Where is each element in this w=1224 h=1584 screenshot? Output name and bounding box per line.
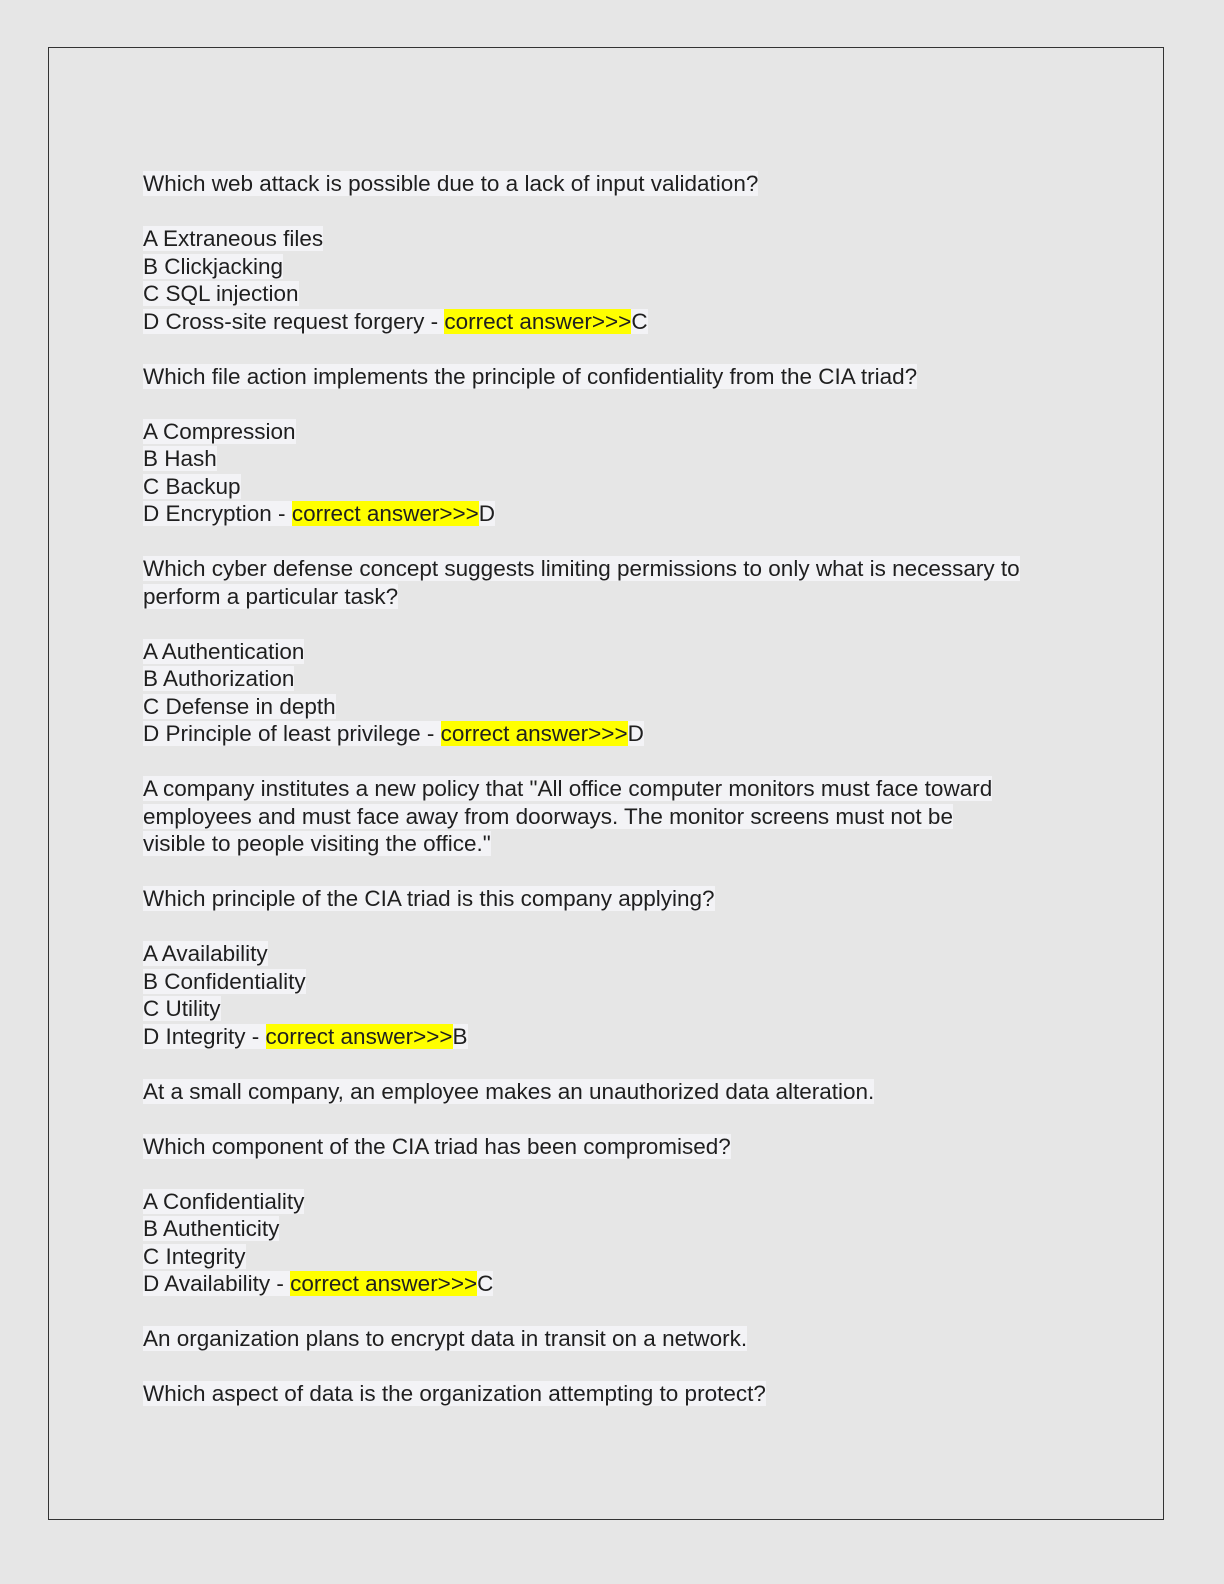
question-stem [143, 170, 1083, 198]
option-b: B Authorization [143, 666, 295, 691]
option-c: C Utility [143, 996, 221, 1021]
option-c: C Defense in depth [143, 693, 336, 719]
correct-answer-label: correct answer>>> [290, 1271, 478, 1296]
option-b: B Confidentiality [143, 968, 306, 994]
option-d: D Principle of least privilege - [143, 721, 441, 746]
correct-answer-label: correct answer>>> [440, 721, 628, 746]
document-body [143, 170, 1083, 1435]
context-text: An organization plans to encrypt data in transit on a network. [143, 1326, 748, 1351]
question-text: Which cyber defense concept suggests limiting permissions to only what is necessary to [143, 556, 1020, 581]
option-a: A Authentication [143, 638, 305, 664]
question-text: Which web attack is possible due to a lack of input validation? [143, 171, 759, 196]
question-text: perform a particular task? [143, 583, 399, 609]
question-text: Which component of the CIA triad has been compromised? [143, 1133, 731, 1159]
question-text: Which file action implements the principle of confidentiality from the CIA triad? [143, 363, 918, 389]
correct-answer-letter: C [631, 308, 648, 334]
option-c: C SQL injection [143, 281, 299, 306]
question-text: Which aspect of data is the organization attempting to protect? [143, 1381, 766, 1406]
correct-answer-letter: D [478, 501, 496, 526]
question-stem [143, 555, 1083, 610]
answer-options [143, 418, 1083, 528]
option-b: B Hash [143, 446, 217, 471]
option-b: B Authenticity [143, 1216, 280, 1241]
question-context [143, 775, 1083, 858]
question-stem [143, 885, 1083, 913]
option-b: B Clickjacking [143, 253, 284, 279]
option-a: A Availability [143, 941, 268, 966]
question-context [143, 1325, 1083, 1353]
context-text: A company institutes a new policy that "All office computer monitors must face toward [143, 776, 993, 801]
correct-answer-label: correct answer>>> [444, 308, 632, 334]
answer-options [143, 1188, 1083, 1298]
option-d: D Integrity - [143, 1023, 266, 1049]
answer-options [143, 638, 1083, 748]
option-a: A Confidentiality [143, 1188, 305, 1214]
answer-options [143, 940, 1083, 1050]
option-a: A Extraneous files [143, 226, 324, 251]
question-stem [143, 1380, 1083, 1408]
correct-answer-label: correct answer>>> [265, 1023, 453, 1049]
option-d: D Encryption - [143, 501, 292, 526]
correct-answer-letter: D [627, 721, 644, 746]
correct-answer-letter: B [452, 1023, 468, 1049]
option-d: D Availability - [143, 1271, 291, 1296]
option-c: C Backup [143, 473, 241, 499]
question-text: Which principle of the CIA triad is this company applying? [143, 886, 715, 911]
option-c: C Integrity [143, 1243, 246, 1269]
option-a: A Compression [143, 418, 296, 444]
question-stem [143, 363, 1083, 391]
context-text: At a small company, an employee makes an unauthorized data alteration. [143, 1078, 875, 1104]
option-d: D Cross-site request forgery - [143, 308, 445, 334]
question-context [143, 1078, 1083, 1106]
answer-options [143, 225, 1083, 335]
correct-answer-letter: C [477, 1271, 494, 1296]
correct-answer-label: correct answer>>> [291, 501, 479, 526]
context-text: visible to people visiting the office." [143, 831, 491, 856]
question-stem [143, 1133, 1083, 1161]
context-text: employees and must face away from doorways. The monitor screens must not be [143, 803, 953, 829]
